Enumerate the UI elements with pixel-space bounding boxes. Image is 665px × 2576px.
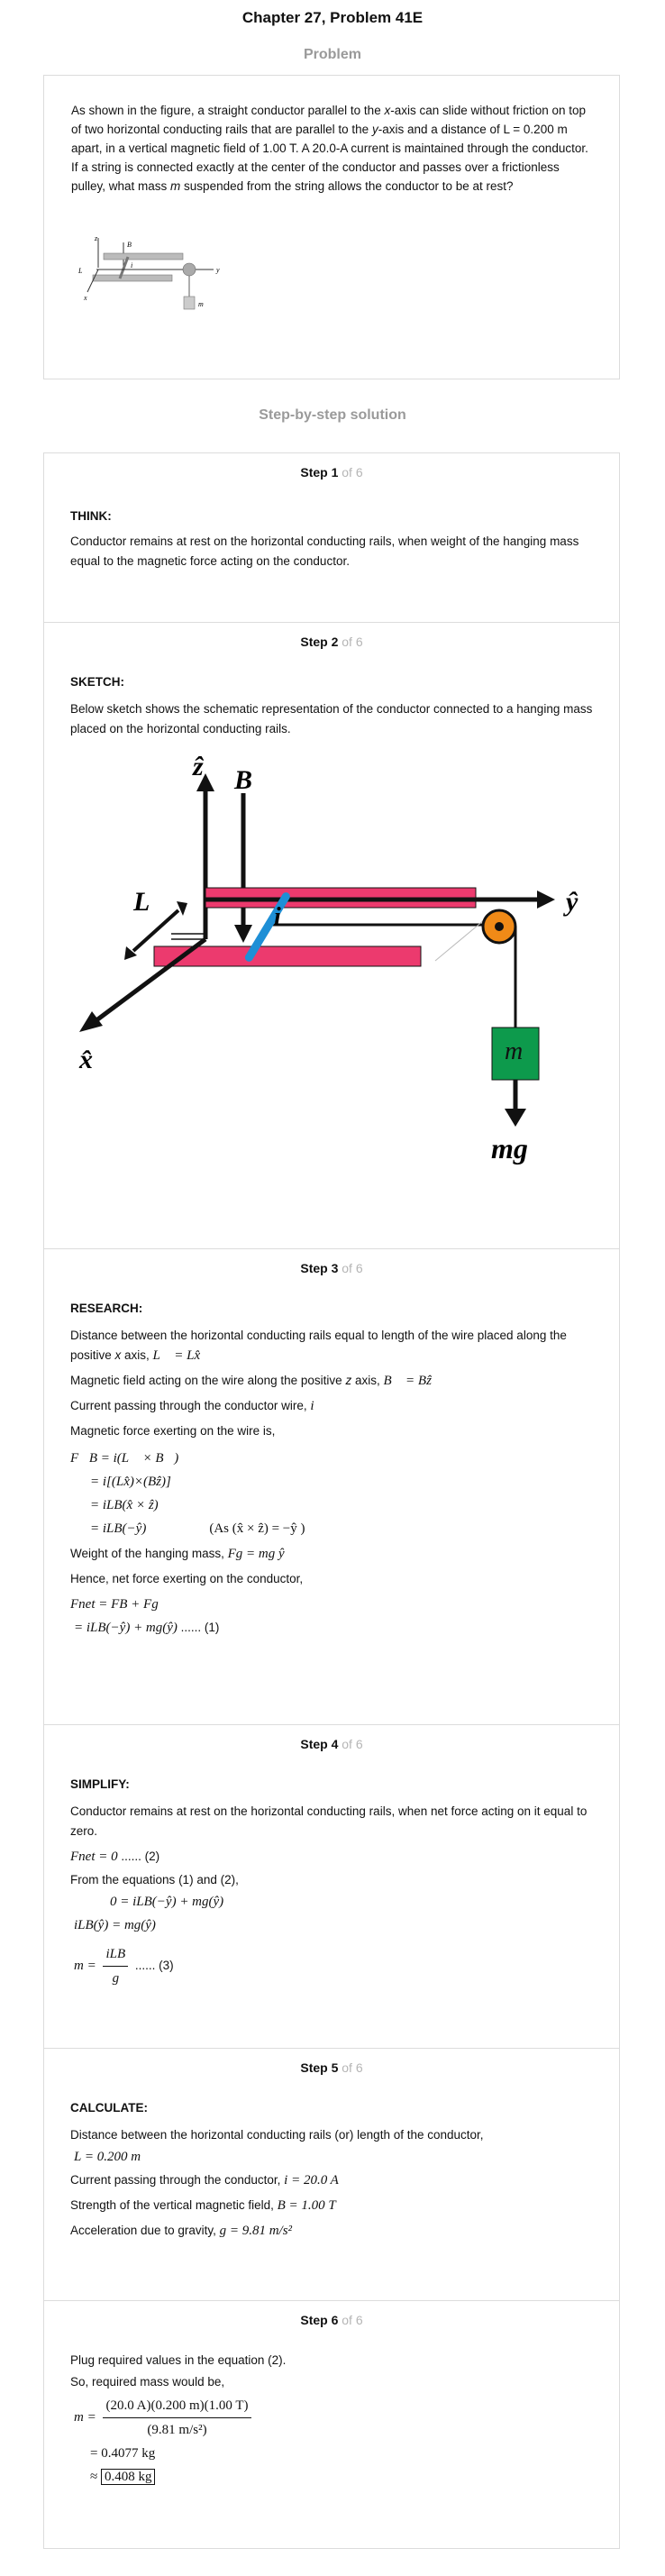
problem-label: Problem (303, 47, 361, 62)
text: Current passing through the conductor, (70, 2173, 285, 2187)
problem-text-part: As shown in the figure, a straight conductor parallel to the (71, 104, 385, 117)
net-force-derivation (70, 1593, 593, 1640)
problem-text-part: -axis and a distance of L = 0.200 m apart, in a vertical magnetic field of 1.00 T. A 20.0-A current is maintained through the conductor. If a string is connected exactly at the center of the conductor and passes over a frictionless pulley, what mass (71, 123, 588, 193)
step-4-heading: SIMPLIFY: (70, 1777, 130, 1791)
denominator: (9.81 m/s²) (147, 2423, 207, 2437)
text: Current passing through the conductor wire, (70, 1399, 311, 1412)
calc-line-1: Distance between the horizontal conducting rails (or) length of the conductor, (70, 2128, 484, 2142)
var: z (345, 1374, 352, 1387)
step-2-heading: SKETCH: (70, 675, 124, 689)
text: Acceleration due to gravity, (70, 2224, 220, 2237)
net-zero-eq (70, 1845, 593, 1868)
step-label: Step 2 (300, 635, 339, 649)
eq-tag: ...... (3) (134, 1958, 174, 1972)
step-label: Step 1 (300, 465, 339, 480)
step-of: of 6 (342, 2060, 363, 2075)
denominator: g (112, 1971, 120, 1986)
fig-B-label: B (127, 241, 132, 249)
step-label: Step 5 (300, 2060, 339, 2075)
final-fraction (103, 2394, 251, 2442)
eq-line: Fnet = 0 (70, 1850, 118, 1864)
text: Strength of the vertical magnetic field, (70, 2198, 278, 2212)
problem-text-part: suspended from the string allows the conductor to be at rest? (180, 179, 514, 193)
step-1-text: Conductor remains at rest on the horizontal conducting rails, when weight of the hanging mass equal to the magnetic force acting on the conductor. (70, 534, 579, 568)
problem-figure (69, 233, 250, 342)
problem-text-var: y (371, 123, 378, 136)
text: axis, (351, 1374, 384, 1387)
x-axis (93, 939, 205, 1023)
research-line-3 (70, 1396, 593, 1416)
step-label: Step 6 (300, 2313, 339, 2327)
eq-line: = iLB(x̂ × ẑ) (90, 1498, 159, 1512)
solution-label: Step-by-step solution (259, 407, 406, 423)
simplify-line-1: Conductor remains at rest on the horizontal conducting rails, when net force acting on it equal to zero. (70, 1804, 588, 1838)
research-line-2 (70, 1371, 593, 1391)
fig-L-label: L (78, 267, 83, 275)
step-3-heading: RESEARCH: (70, 1302, 143, 1315)
research-line-1 (70, 1326, 593, 1366)
step-5-heading: CALCULATE: (70, 2101, 148, 2115)
text: Weight of the hanging mass, (70, 1547, 228, 1560)
mass-fraction (103, 1942, 128, 1990)
eq-line: = iLB(−ŷ) (90, 1521, 147, 1536)
final-derivation (70, 2394, 593, 2489)
step-of: of 6 (342, 1261, 363, 1275)
value: g = 9.81 m/s² (219, 2224, 293, 2238)
step-4 (43, 1724, 620, 1990)
fig-m-label: m (198, 300, 204, 308)
eq-line: Fnet = FB + Fg (70, 1597, 159, 1612)
var: x (114, 1348, 122, 1362)
text: axis, (121, 1348, 153, 1362)
approx-sign: ≈ (90, 2470, 98, 2484)
step-5 (43, 2048, 620, 2241)
research-line-6: Hence, net force exerting on the conductor, (70, 1572, 304, 1585)
fig-i-label: i (131, 261, 133, 269)
field-vector-eq: B⃗ = Bẑ (383, 1374, 432, 1388)
calc-line-3 (70, 2196, 593, 2215)
problem-text-var: m (170, 179, 181, 193)
eq-line: = iLB(−ŷ) + mg(ŷ) (74, 1621, 178, 1635)
final-line-1: Plug required values in the equation (2). (70, 2353, 287, 2367)
eq-line: = i[(Lx̂)×(Bẑ)] (90, 1475, 171, 1489)
step-1 (43, 452, 620, 571)
sketch-diagram (43, 748, 620, 1181)
step-2-text: Below sketch shows the schematic representation of the conductor connected to a hanging mass placed on the horizontal conducting rails. (70, 702, 593, 735)
weight-eq: Fg = mg ŷ (227, 1547, 285, 1561)
step-6 (43, 2300, 620, 2489)
step-heading (43, 2300, 620, 2327)
eq-tag: ...... (2) (121, 1850, 160, 1863)
L-label: L (133, 887, 150, 917)
eq-lhs: m = (74, 2409, 96, 2425)
step-of: of 6 (342, 635, 363, 649)
eq-lhs: m = (74, 1958, 96, 1973)
balance-derivation (70, 1890, 593, 1990)
step-of: of 6 (342, 2313, 363, 2327)
problem-text (71, 101, 592, 196)
eq-line: = 0.4077 kg (90, 2446, 156, 2461)
step-heading (43, 1724, 620, 1751)
research-line-4: Magnetic force exerting on the wire is, (70, 1424, 276, 1438)
step-heading (43, 1248, 620, 1275)
final-line-2: So, required mass would be, (70, 2375, 225, 2389)
magnetic-force-derivation (70, 1447, 593, 1540)
page-title: Chapter 27, Problem 41E (241, 9, 424, 26)
problem-text-part: -axis can slide without friction on top of two horizontal conducting rails that are parallel to the (71, 104, 587, 136)
simplify-line-2: From the equations (1) and (2), (70, 1873, 239, 1886)
text: Distance between the horizontal conducting rails equal to length of the wire placed along the positive (70, 1329, 567, 1362)
research-line-5 (70, 1544, 593, 1564)
step-of: of 6 (342, 465, 363, 480)
mass-label: m (505, 1037, 524, 1065)
eq-note: (As (x̂ × ẑ) = −ŷ ) (209, 1521, 305, 1536)
step-3 (43, 1248, 620, 1640)
fig-y-label: y (216, 266, 220, 274)
fig-z-label: z (95, 234, 98, 242)
y-axis-label: ŷ (566, 887, 578, 917)
eq-line: iLB(ŷ) = mg(ŷ) (74, 1918, 156, 1932)
step-2 (43, 622, 620, 1165)
calc-value-L (70, 2145, 593, 2169)
value: i = 20.0 A (284, 2173, 339, 2188)
step-label: Step 3 (300, 1261, 339, 1275)
x-axis-label: x̂ (79, 1045, 93, 1074)
z-axis-label: ẑ (193, 752, 204, 781)
step-heading (43, 2048, 620, 2075)
eq-line: F⃗B = i(L⃗ × B⃗) (70, 1451, 179, 1466)
fig-x-label: x (84, 294, 87, 302)
step-label: Step 4 (300, 1737, 339, 1751)
current-var: i (310, 1399, 314, 1413)
final-answer: 0.408 kg (101, 2469, 156, 2485)
step-1-heading: THINK: (70, 509, 112, 523)
value: B = 1.00 T (277, 2198, 336, 2213)
numerator: iLB (103, 1942, 128, 1967)
step-of: of 6 (342, 1737, 363, 1751)
calc-line-4 (70, 2221, 593, 2241)
mg-label: mg (491, 1132, 528, 1165)
problem-text-var: x (384, 104, 391, 117)
text: Magnetic field acting on the wire along the positive (70, 1374, 346, 1387)
calc-line-2 (70, 2170, 593, 2190)
eq-line: 0 = iLB(−ŷ) + mg(ŷ) (110, 1895, 224, 1909)
eq-tag: ...... (1) (180, 1621, 220, 1634)
value: L = 0.200 m (74, 2150, 141, 2164)
current-label: i (274, 903, 281, 931)
problem-card (43, 75, 620, 379)
numerator: (20.0 A)(0.200 m)(1.00 T) (103, 2394, 251, 2418)
B-label: B (234, 765, 253, 795)
step-heading (43, 452, 620, 480)
length-vector-eq: L⃗ = Lx̂ (152, 1348, 201, 1363)
step-heading (43, 622, 620, 649)
